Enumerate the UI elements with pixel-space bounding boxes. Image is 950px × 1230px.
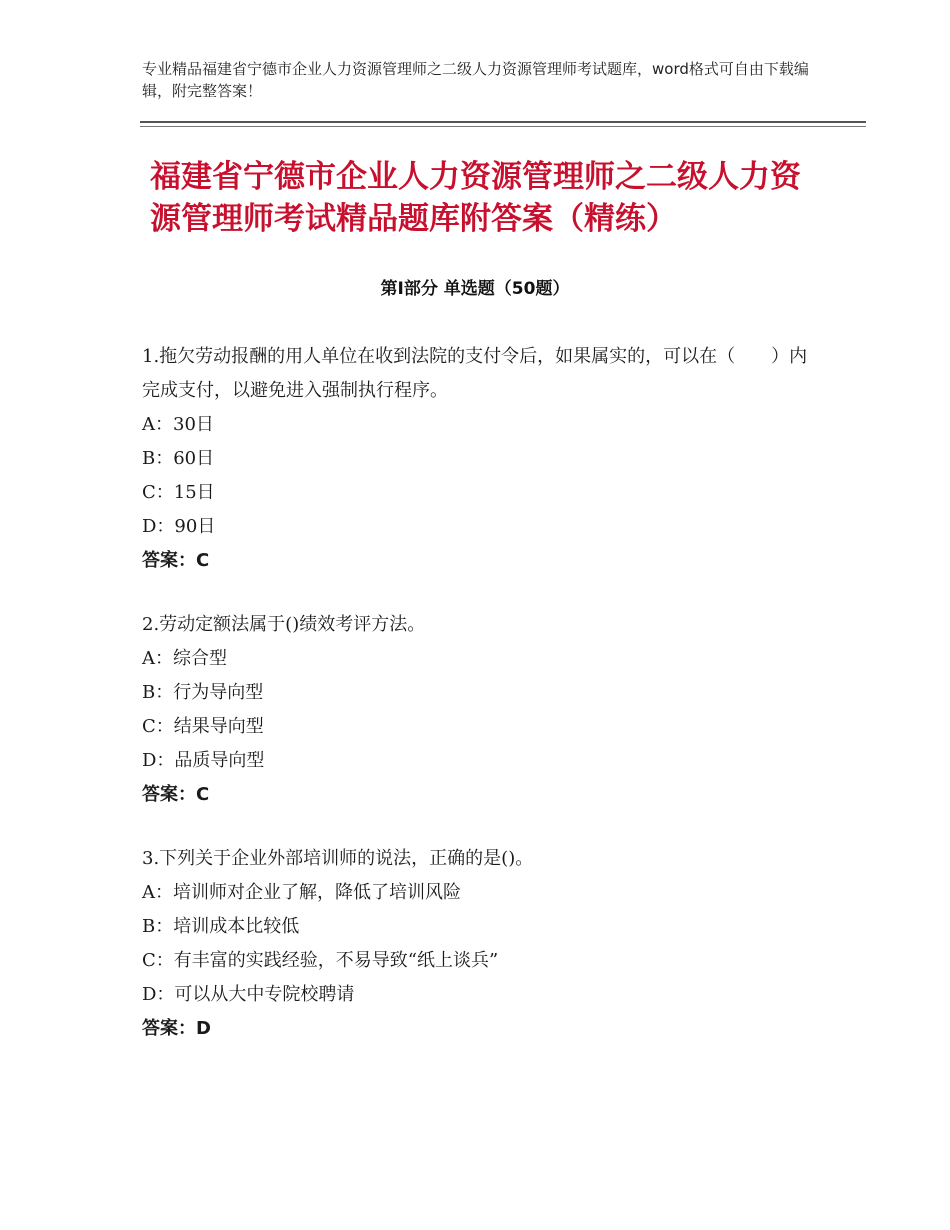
option-a: A：培训师对企业了解，降低了培训风险 [142,882,461,903]
question-1 [142,340,822,578]
option-a: A：综合型 [142,648,227,669]
answer-label: 答案：C [142,550,210,571]
question-stem: 1.拖欠劳动报酬的用人单位在收到法院的支付令后，如果属实的，可以在（ ）内完成支付，以避免进入强制执行程序。 [142,346,808,401]
option-b: B：培训成本比较低 [142,916,300,937]
question-list [142,340,822,1076]
answer-label: 答案：D [142,1018,211,1039]
option-d: D：90日 [142,516,216,537]
option-a: A：30日 [142,414,214,435]
option-b: B：60日 [142,448,215,469]
header-note: 专业精品福建省宁德市企业人力资源管理师之二级人力资源管理师考试题库，word格式可自由下载编辑，附完整答案！ [142,60,809,100]
option-c: C：结果导向型 [142,716,264,737]
question-stem: 2.劳动定额法属于()绩效考评方法。 [142,614,426,635]
section-title: 第Ⅰ部分 单选题（50题） [380,279,570,299]
document-title: 福建省宁德市企业人力资源管理师之二级人力资源管理师考试精品题库附答案（精练） [150,159,801,237]
question-2 [142,608,822,812]
header-rule-thick [140,121,866,123]
option-d: D：品质导向型 [142,750,265,771]
question-3 [142,842,822,1046]
question-stem: 3.下列关于企业外部培训师的说法，正确的是()。 [142,848,534,869]
option-c: C：有丰富的实践经验，不易导致“纸上谈兵” [142,950,499,971]
header-rule-thin [140,126,866,127]
option-b: B：行为导向型 [142,682,264,703]
answer-label: 答案：C [142,784,210,805]
option-d: D：可以从大中专院校聘请 [142,984,355,1005]
option-c: C：15日 [142,482,215,503]
